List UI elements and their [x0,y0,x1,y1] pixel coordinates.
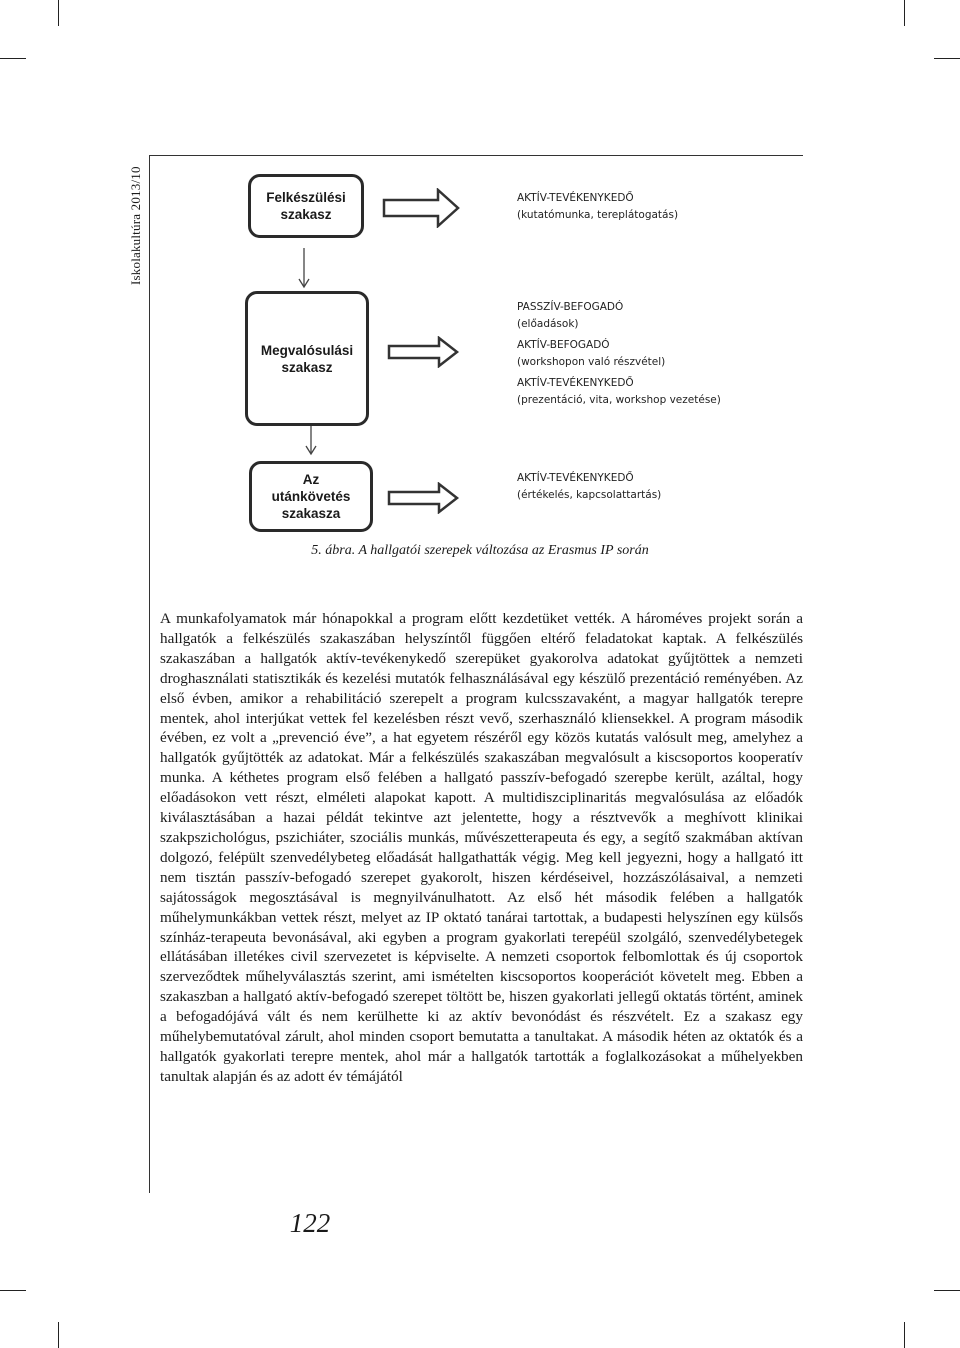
role-description: (előadások) [517,317,579,330]
margin-rule [149,155,150,1193]
running-head: Iskolakultúra 2013/10 [128,166,143,285]
crop-mark [904,1322,905,1348]
crop-mark [58,1322,59,1348]
figure-diagram [240,170,760,535]
role-title: AKTÍV-BEFOGADÓ [517,339,610,351]
role-description: (prezentáció, vita, workshop vezetése) [517,393,721,406]
role-description: (értékelés, kapcsolattartás) [517,488,662,501]
crop-mark [934,58,960,59]
role-title: AKTÍV-TEVÉKENYKEDŐ [517,377,634,389]
stage-preparation-box: Felkészülési szakasz [248,174,364,238]
role-description: (workshopon való részvétel) [517,355,666,368]
role-title: AKTÍV-TEVÉKENYKEDŐ [517,192,634,204]
page-number: 122 [289,1208,331,1238]
stage-implementation-box: Megvalósulási szakasz [245,291,369,426]
down-arrow-icon [297,248,311,290]
crop-mark [0,58,26,59]
crop-mark [934,1290,960,1291]
role-list [517,190,678,223]
right-arrow-icon [387,482,461,514]
figure-caption: 5. ábra. A hallgatói szerepek változása az Erasmus IP során [311,543,649,558]
down-arrow-icon [304,426,318,456]
role-list [517,470,661,503]
body-paragraph: A munkafolyamatok már hónapokkal a program előtt kezdetüket vették. A hároméves projekt során a hallgatók a felkészülés szakaszában helyszíntől függően eltérő feladatokat kaptak. A felkészülés szakaszában a hallgatók aktív-tevékenykedő szerepüket gyakorolva adatokat gyűjtöttek a nemzeti droghasználati statisztikák és kezelési mutatók felhasználásával egy készülő prezentáció reményében. Az első évben, amikor a rehabilitáció szerepelt a program kulcsszavaként, a magyar hallgatók terepre mentek, ahol interjúkat vettek fel kezelésben részt vevő, szerhasználó kliensekkel. A program második évében, ez volt a „prevenció éve”, a hat egyetem részéről egy közös kutatás valósult meg, amelyhez a hallgatók gyűjtötték az adatokat. Már a felkészülés szakaszában megvalósult a kiscsoportos kooperatív munka. A kéthetes program első felében a hallgató passzív-befogadó szerepbe került, azáltal, hogy előadásokon vett részt, elméleti alapokat kapott. A multidiszciplinaritás megvalósulása az előadók kiválasztásában a hazai példát tekintve azt jelentette, hogy a résztvevők a meghívott klinikai szakpszichológus, pszichiáter, szociális munkás, művészetterapeuta és egy, a segítő szakmában aktívan dolgozó, felépült szenvedélybeteg előadását hallgathatták végig. Meg kell jegyezni, hogy a hallgató itt nem tisztán passzív-befogadó szerepet gyakorolt, hiszen kérdéseivel, hozzászólásaival, a nemzeti sajátosságok megosztásával is megnyilvánulhatott. Az első hét második felében a hallgatók műhelymunkákban vettek részt, melyet az IP oktató tanárai tartottak, a budapesti helyszínen egy külsős színház-terapeuta bevonásával, aki egyben a program gyakorlati terepéül szolgáló, szenvedélybetegek ellátásában illetékes civil szervezetet is képviselte. A nemzeti csoportok felbomlottak és új csoportok szerveződtek műhelyválasztás szerint, ami ismételten kiscsoportos kooperációt követelt meg. Ebben a szakaszban a hallgató aktív-befogadó szerepet töltött be, hiszen gyakorlati jellegű oktatás történt, aminek a befogadójává vált és nem kerülhette ki az aktív bevonódást és részvételt. Ez a szakasz egy műhelybemutatóval zárult, ahol minden csoport bemutatta a tanultakat. A második héten az oktatók és a hallgatók gyakorlati terepre mentek, ahol már a hallgatók tartották a foglalkozásokat a műhelyekben tanultak alapján és az adott év témájától [160,610,803,1085]
body-text [160,609,803,1087]
role-list [517,299,721,408]
role-title: PASSZÍV-BEFOGADÓ [517,301,624,313]
right-arrow-icon [387,336,461,368]
crop-mark [904,0,905,26]
crop-mark [58,0,59,26]
stage-followup-box: Az utánkövetés szakasza [249,461,373,532]
role-description: (kutatómunka, tereplátogatás) [517,208,679,221]
right-arrow-icon [382,188,462,228]
role-title: AKTÍV-TEVÉKENYKEDŐ [517,472,634,484]
top-rule [149,155,803,156]
crop-mark [0,1290,26,1291]
